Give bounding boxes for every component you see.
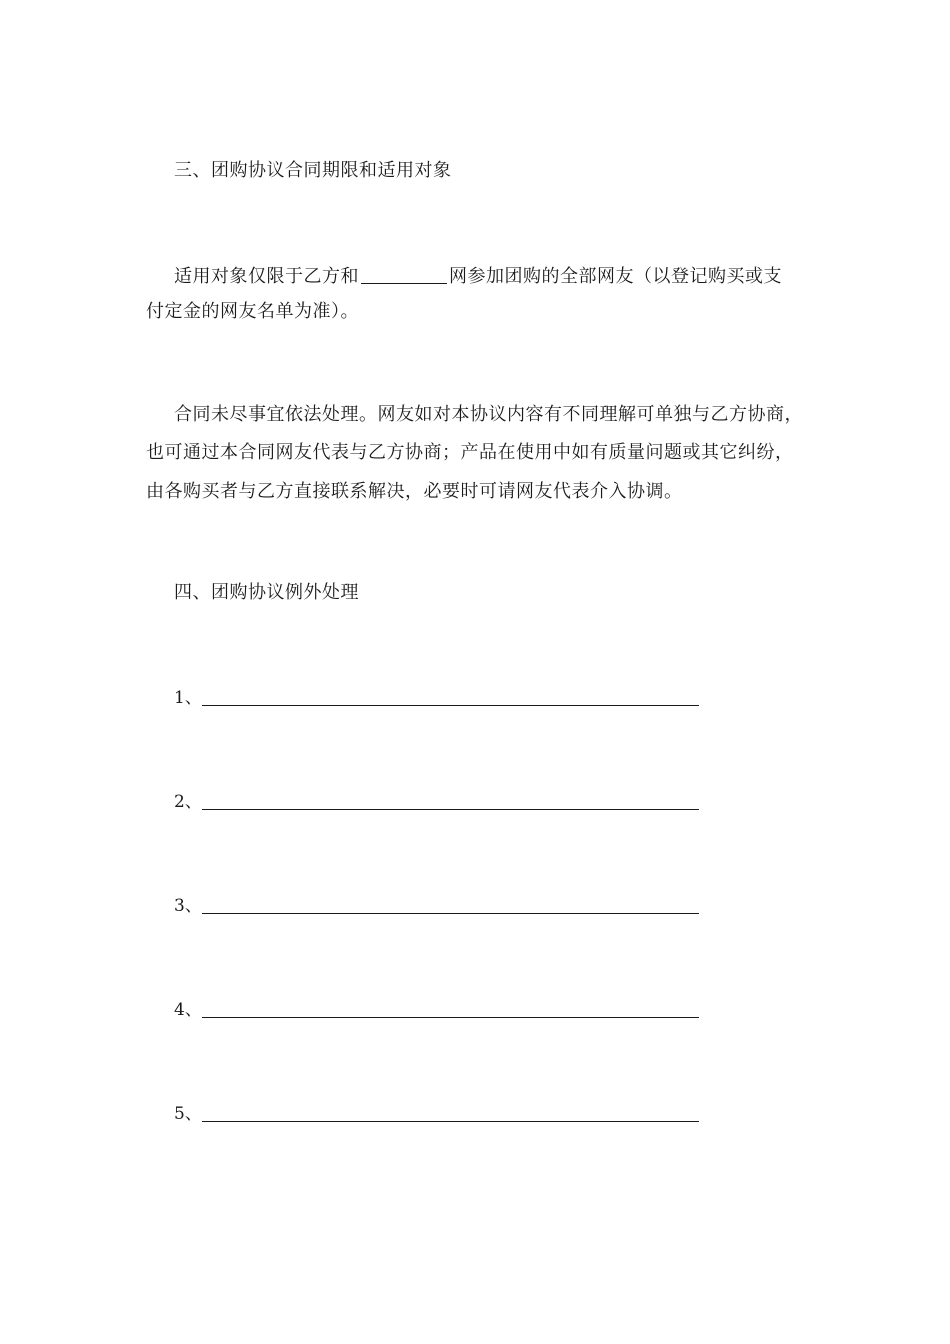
exception-item-5-label: 5、 [174, 1104, 202, 1124]
scope-text-part-2: 网参加团购的全部网友（以登记购买或支 [449, 266, 782, 287]
scope-paragraph-line-1 [174, 264, 782, 290]
matters-paragraph-line-2: 也可通过本合同网友代表与乙方协商；产品在使用中如有质量问题或其它纠纷， [146, 442, 794, 463]
matters-paragraph-line-1: 合同未尽事宜依法处理。网友如对本协议内容有不同理解可单独与乙方协商， [174, 404, 803, 425]
exception-item-5-blank[interactable] [202, 1121, 699, 1122]
section-3-heading: 三、团购协议合同期限和适用对象 [174, 160, 452, 181]
exception-item-1-label: 1、 [174, 688, 202, 708]
section-4-heading: 四、团购协议例外处理 [174, 582, 359, 603]
exception-item-3-blank[interactable] [202, 913, 699, 914]
matters-paragraph-line-3: 由各购买者与乙方直接联系解决，必要时可请网友代表介入协调。 [146, 481, 683, 502]
exception-item-2-label: 2、 [174, 792, 202, 812]
exception-item-4-blank[interactable] [202, 1017, 699, 1018]
exception-item-1-blank[interactable] [202, 705, 699, 706]
scope-paragraph-line-2: 付定金的网友名单为准）。 [146, 301, 359, 322]
network-name-blank[interactable] [361, 265, 447, 284]
exception-item-4-label: 4、 [174, 1000, 202, 1020]
exception-item-2-blank[interactable] [202, 809, 699, 810]
scope-text-part-1: 适用对象仅限于乙方和 [174, 266, 359, 287]
exception-item-3-label: 3、 [174, 896, 202, 916]
